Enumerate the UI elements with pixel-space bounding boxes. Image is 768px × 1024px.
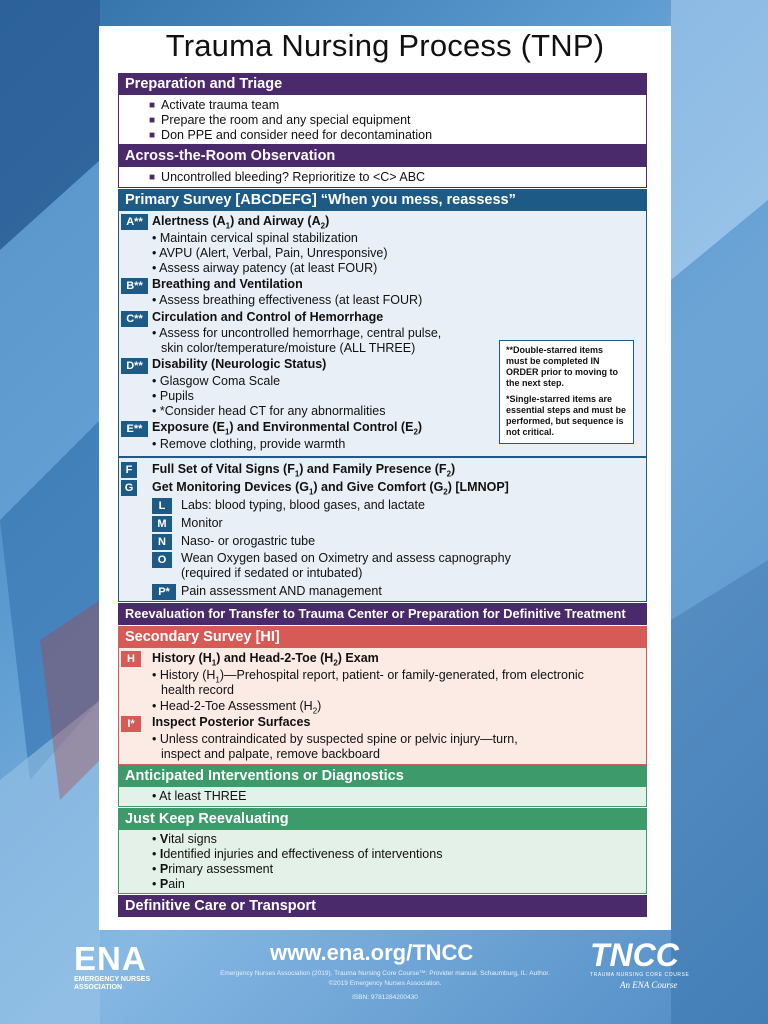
i-title: Inspect Posterior Surfaces [152,715,311,729]
o-item: Wean Oxygen based on Oximetry and assess capnography [181,551,511,565]
e-title: Exposure $(E_1)$ and Environmental Control $(E_2)$ [152,420,423,437]
e-item: • Remove clothing, provide warmth [152,437,346,451]
o-item: (required if sedated or intubated) [181,566,363,580]
n-item: Naso- or orogastric tube [181,534,316,548]
tag-h: H [121,651,141,667]
i-item: • Unless contraindicated by suspected spine or pelvic injury—turn, [152,732,518,746]
tncc-logo: TNCC TRAUMA NURSING CORE COURSE An ENA Course [590,937,690,990]
tag-n: N [152,534,172,550]
h-item: • Head-2-Toe Assessment $(H_2)$ [152,699,322,716]
reeval-header: Reevaluation for Transfer to Trauma Center or Preparation for Definitive Treatment [118,603,647,625]
double-star-note: **Double-starred items must be completed IN ORDER prior to moving to the next step. [506,345,618,388]
f-title: Full Set of Vital Signs $(F_1)$ and Family Presence $(F_2)$ [152,462,456,479]
g-title: Get Monitoring Devices $(G_1)$ and Give Comfort $(G_2)$ [LMNOP] [152,480,509,497]
footer-url-link[interactable]: www.ena.org/TNCC [270,940,474,965]
secondary-header: Secondary Survey [HI] [118,626,647,648]
page-title: Trauma Nursing Process (TNP) [165,28,605,63]
jkr-header: Just Keep Reevaluating [118,808,647,830]
prep-item: ■ Prepare the room and any special equipment [149,113,411,127]
footer-citation: Emergency Nurses Association (2019). Trauma Nursing Core Course™: Provider manual. Schaumburg, IL: Author. [220,970,550,977]
starred-items-note [499,340,634,444]
a-title: Alertness $(A_1)$ and Airway $(A_2)$ [152,214,330,231]
anticipated-header: Anticipated Interventions or Diagnostics [118,765,647,787]
footer-copyright: ©2019 Emergency Nurses Association. [328,980,442,987]
prep-item: ■ Don PPE and consider need for decontamination [149,128,432,142]
across-header: Across-the-Room Observation [118,145,647,167]
anticipated-box [118,787,647,807]
footer-isbn: ISBN: 9781284200430 [352,994,418,1001]
primary-header: Primary Survey [ABCDEFG] “When you mess, reassess” [118,189,647,211]
tag-i: I* [121,716,141,732]
d-title: Disability (Neurologic Status) [152,357,327,371]
jkr-item: • Vital signs [152,832,217,846]
d-item: • Glasgow Coma Scale [152,374,281,388]
across-box [118,167,647,188]
c-item: • Assess for uncontrolled hemorrhage, central pulse, [152,326,442,340]
d-item: • *Consider head CT for any abnormalities [152,404,386,418]
across-item: ■ Uncontrolled bleeding? Reprioritize to <C> ABC [149,170,425,184]
primary-box-fg [118,457,647,602]
jkr-item: • Pain [152,877,185,891]
c-title: Circulation and Control of Hemorrhage [152,310,384,324]
h-title: History $(H_1)$ and Head-2-Toe $(H_2)$ Exam [152,651,379,668]
ena-logo: ENA EMERGENCY NURSES ASSOCIATION [74,940,151,991]
p-item: Pain assessment AND management [181,584,382,598]
tag-o: O [152,552,172,568]
b-title: Breathing and Ventilation [152,277,303,291]
tag-p: P* [152,584,176,600]
tag-m: M [152,516,172,532]
secondary-box [118,648,647,765]
tag-a: A** [121,214,148,230]
definitive-header: Definitive Care or Transport [118,895,647,917]
l-item: Labs: blood typing, blood gases, and lactate [181,498,425,512]
tnp-card [99,26,671,930]
c-item: skin color/temperature/moisture (ALL THREE) [161,341,416,355]
d-item: • Pupils [152,389,194,403]
prep-box [118,95,647,145]
tag-f: F [121,462,137,478]
i-item: inspect and palpate, remove backboard [161,747,380,761]
tag-d: D** [121,358,148,374]
jkr-item: • Identified injuries and effectiveness of interventions [152,847,443,861]
tag-b: B** [121,278,148,294]
a-item: • Maintain cervical spinal stabilization [152,231,358,245]
prep-header: Preparation and Triage [118,73,647,95]
prep-item: ■ Activate trauma team [149,98,279,112]
tag-l: L [152,498,172,514]
a-item: • Assess airway patency (at least FOUR) [152,261,378,275]
a-item: • AVPU (Alert, Verbal, Pain, Unresponsive) [152,246,388,260]
m-item: Monitor [181,516,223,530]
tag-c: C** [121,311,148,327]
tag-e: E** [121,421,148,437]
h-item: • History $(H_1)—Prehospital$ report, patient- or family-generated, from electronic [152,668,584,685]
anticipated-item: • At least THREE [152,789,247,803]
jkr-item: • Primary assessment [152,862,274,876]
b-item: • Assess breathing effectiveness (at least FOUR) [152,293,423,307]
h-item: health record [161,683,234,697]
jkr-box [118,830,647,894]
single-star-note: *Single-starred items are essential steps and must be performed, but sequence is not critical. [506,394,627,437]
tag-g: G [121,480,137,496]
